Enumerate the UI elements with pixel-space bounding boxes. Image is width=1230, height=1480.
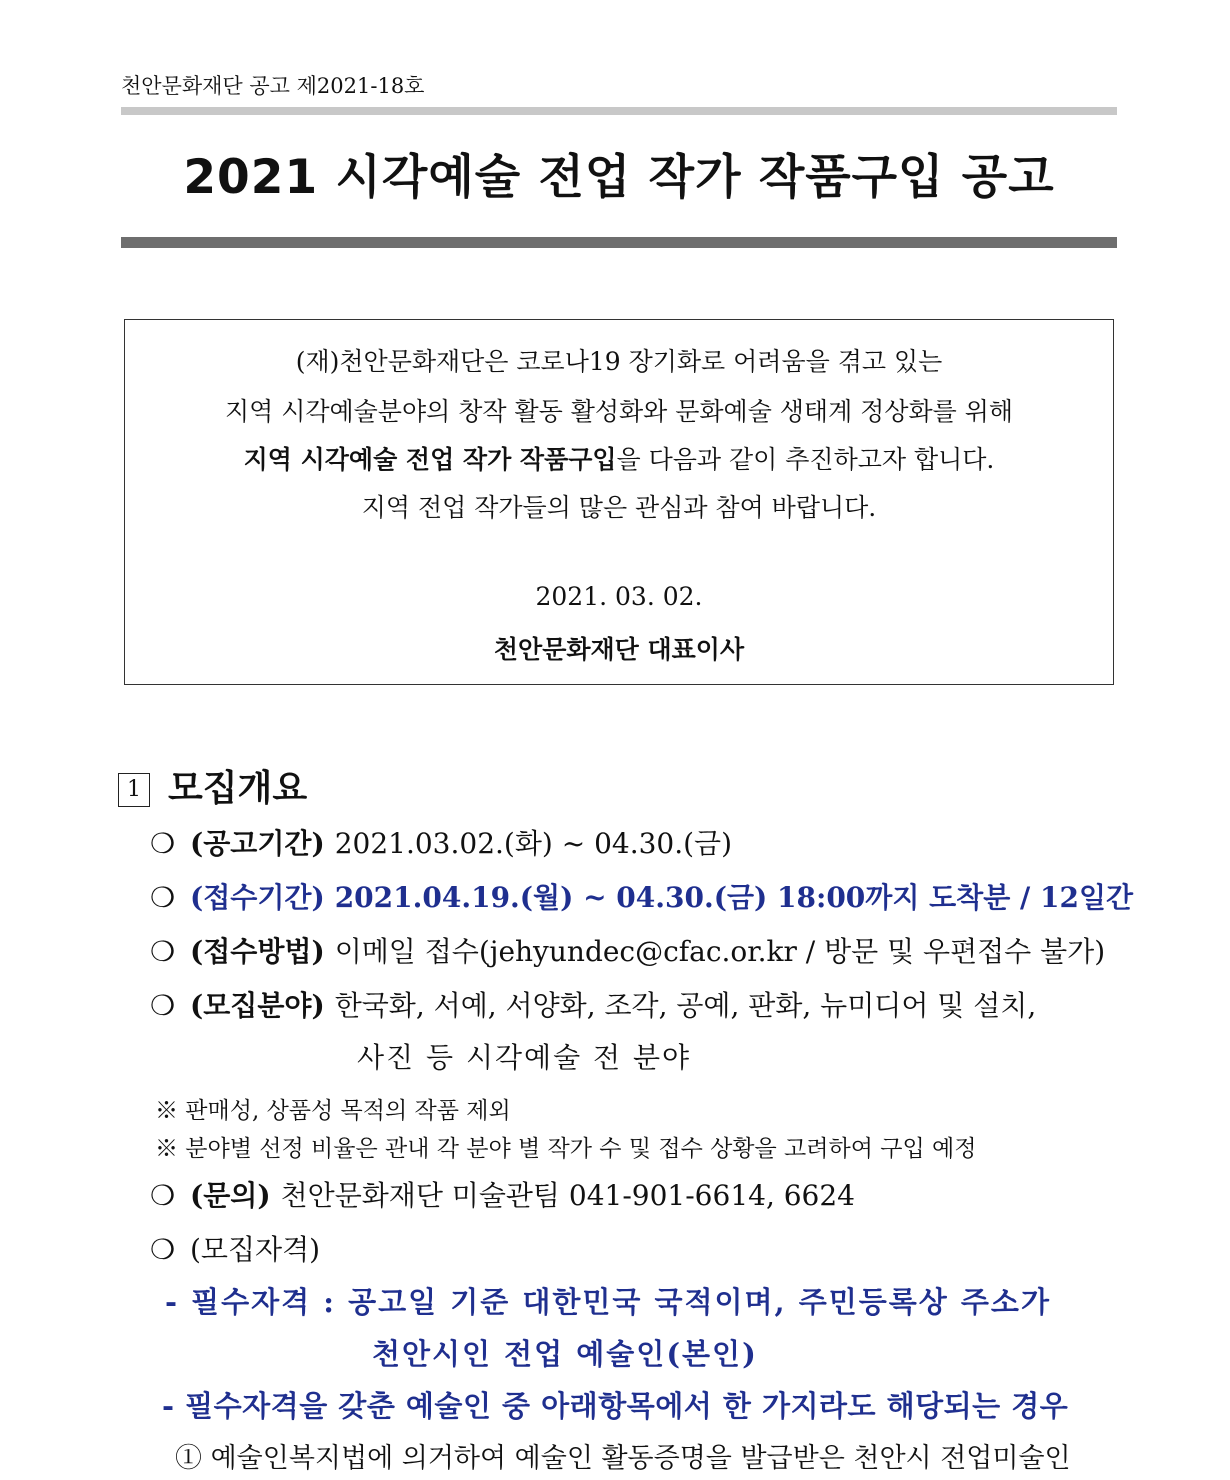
note: ※ 판매성, 상품성 목적의 작품 제외: [155, 1098, 511, 1124]
intro-emphasis: 지역 시각예술 전업 작가 작품구입: [243, 445, 617, 474]
note: ※ 분야별 선정 비율은 관내 각 분야 별 작가 수 및 접수 상황을 고려하여 구입 예정: [155, 1136, 977, 1162]
item-text: 2021.04.19.(월) ~ 04.30.(금) 18:00까지 도착분 / 12일간: [334, 881, 1134, 914]
item-text: 2021.03.02.(화) ~ 04.30.(금): [334, 827, 733, 860]
notice-number: 천안문화재단 공고 제2021-18호: [121, 74, 425, 98]
section-title: 모집개요: [168, 768, 308, 809]
list-item: [150, 930, 1105, 970]
item-label: (모집자격): [190, 1233, 321, 1266]
item-label: (접수방법): [190, 935, 325, 968]
page-title: 2021 시각예술 전업 작가 작품구입 공고: [183, 150, 1055, 205]
intro-line-3-rest: 을 다음과 같이 추진하고자 합니다.: [616, 445, 995, 474]
circle-bullet-icon: ❍: [150, 1233, 176, 1266]
section-number-box: 1: [118, 773, 150, 807]
intro-line-1: (재)천안문화재단은 코로나19 장기화로 어려움을 겪고 있는: [295, 347, 943, 376]
section-heading: [118, 760, 307, 811]
list-item: [150, 984, 1036, 1024]
intro-box: [124, 319, 1114, 685]
circle-bullet-icon: ❍: [150, 827, 176, 860]
circle-bullet-icon: ❍: [150, 989, 176, 1022]
qualification-required-continued: 천안시인 전업 예술인(본인): [372, 1337, 758, 1371]
intro-date: 2021. 03. 02.: [535, 582, 703, 611]
item-text-continued: 사진 등 시각예술 전 분야: [357, 1041, 692, 1074]
circle-bullet-icon: ❍: [150, 935, 176, 968]
item-text: 천안문화재단 미술관팀 041-901-6614, 6624: [280, 1179, 856, 1212]
item-label: (접수기간): [190, 881, 325, 914]
item-label: (문의): [190, 1179, 271, 1212]
qualification-sub-item: ① 예술인복지법에 의거하여 예술인 활동증명을 발급받은 천안시 전업미술인: [175, 1443, 1071, 1474]
list-item: [150, 822, 732, 862]
intro-line-3: [125, 440, 1113, 476]
qualification-required: - 필수자격 : 공고일 기준 대한민국 국적이며, 주민등록상 주소가: [165, 1285, 1051, 1319]
circle-bullet-icon: ❍: [150, 881, 176, 914]
header-divider-thick: [121, 237, 1117, 248]
item-text: 이메일 접수(jehyundec@cfac.or.kr / 방문 및 우편접수 불가): [334, 935, 1106, 968]
header-divider-thin: [121, 107, 1117, 115]
intro-line-2: 지역 시각예술분야의 창작 활동 활성화와 문화예술 생태계 정상화를 위해: [224, 397, 1014, 426]
item-label: (모집분야): [190, 989, 325, 1022]
intro-line-4: 지역 전업 작가들의 많은 관심과 참여 바랍니다.: [361, 493, 877, 522]
item-label: (공고기간): [190, 827, 325, 860]
list-item: [150, 1228, 330, 1268]
circle-bullet-icon: ❍: [150, 1179, 176, 1212]
qualification-condition: - 필수자격을 갖춘 예술인 중 아래항목에서 한 가지라도 해당되는 경우: [162, 1389, 1069, 1423]
intro-signer: 천안문화재단 대표이사: [493, 635, 745, 664]
item-text: 한국화, 서예, 서양화, 조각, 공예, 판화, 뉴미디어 및 설치,: [334, 989, 1037, 1022]
list-item: [150, 876, 1133, 916]
list-item: [150, 1174, 855, 1214]
